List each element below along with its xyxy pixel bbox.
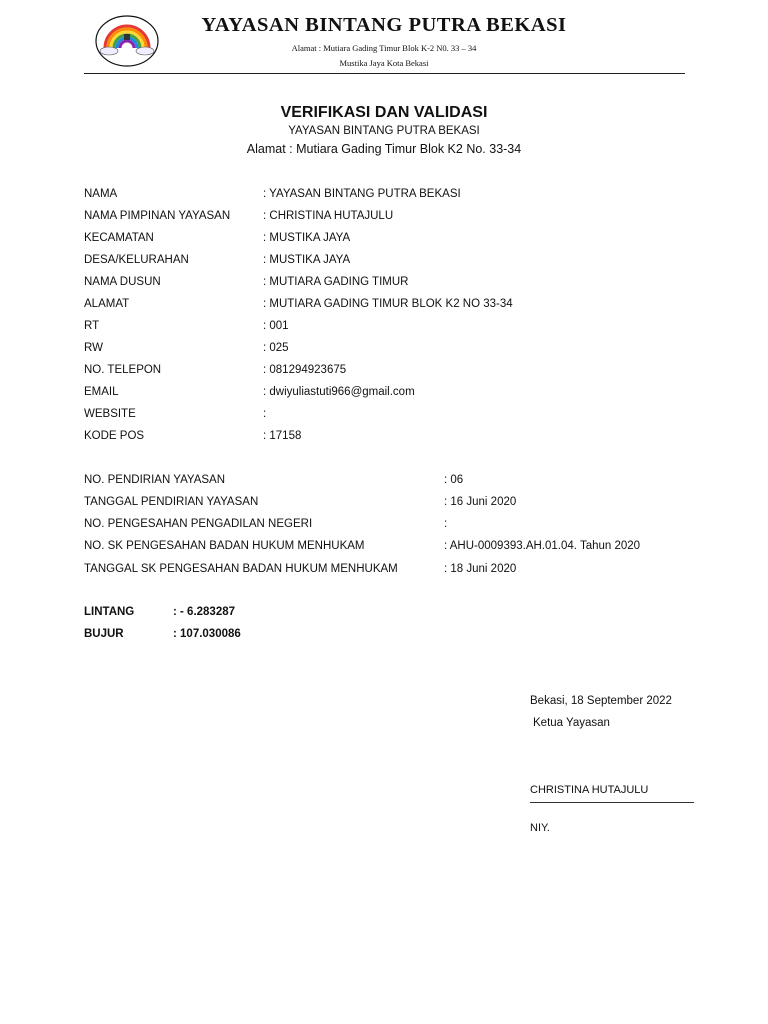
profile-value: : YAYASAN BINTANG PUTRA BEKASI [263, 188, 461, 200]
longitude-label: BUJUR [84, 628, 124, 640]
profile-value: : MUTIARA GADING TIMUR BLOK K2 NO 33-34 [263, 298, 513, 310]
profile-value: : 025 [263, 342, 289, 354]
profile-label: RT [84, 320, 100, 332]
signer-name: CHRISTINA HUTAJULU [530, 784, 649, 796]
profile-value: : MUTIARA GADING TIMUR [263, 276, 409, 288]
profile-label: RW [84, 342, 103, 354]
profile-label: NO. TELEPON [84, 364, 162, 376]
latitude-value: : - 6.283287 [173, 606, 236, 618]
legal-label: NO. SK PENGESAHAN BADAN HUKUM MENHUKAM [84, 540, 365, 552]
legal-value: : [444, 518, 448, 530]
profile-label: NAMA DUSUN [84, 276, 161, 288]
document-title: VERIFIKASI DAN VALIDASI [280, 104, 488, 121]
profile-value: : 001 [263, 320, 289, 332]
profile-value: : 081294923675 [263, 364, 347, 376]
profile-label: KODE POS [84, 430, 145, 442]
signer-role: Ketua Yayasan [533, 717, 610, 729]
rainbow-logo [94, 14, 160, 68]
header-divider [84, 73, 685, 74]
profile-label: ALAMAT [84, 298, 130, 310]
org-name: YAYASAN BINTANG PUTRA BEKASI [201, 14, 567, 36]
signer-niy: NIY. [530, 822, 550, 834]
latitude-label: LINTANG [84, 606, 135, 618]
legal-label: NO. PENDIRIAN YAYASAN [84, 474, 226, 486]
place-date: Bekasi, 18 September 2022 [530, 695, 672, 707]
profile-value: : MUSTIKA JAYA [263, 232, 351, 244]
document-subtitle: YAYASAN BINTANG PUTRA BEKASI [288, 125, 480, 137]
org-address-line1: Alamat : Mutiara Gading Timur Blok K-2 N0. 33 – 34 [291, 43, 477, 53]
legal-label: NO. PENGESAHAN PENGADILAN NEGERI [84, 518, 313, 530]
profile-label: KECAMATAN [84, 232, 154, 244]
legal-value: : 16 Juni 2020 [444, 496, 517, 508]
document-address: Alamat : Mutiara Gading Timur Blok K2 No. 33-34 [246, 142, 522, 156]
profile-label: DESA/KELURAHAN [84, 254, 189, 266]
legal-value: : 06 [444, 474, 464, 486]
legal-value: : AHU-0009393.AH.01.04. Tahun 2020 [444, 540, 641, 552]
profile-label: NAMA [84, 188, 118, 200]
profile-value: : CHRISTINA HUTAJULU [263, 210, 394, 222]
profile-value: : MUSTIKA JAYA [263, 254, 351, 266]
email-value: : dwiyuliastuti966@gmail.com [263, 386, 415, 398]
profile-value: : [263, 408, 267, 420]
longitude-value: : 107.030086 [173, 628, 241, 640]
profile-label: EMAIL [84, 386, 119, 398]
legal-label: TANGGAL PENDIRIAN YAYASAN [84, 496, 259, 508]
profile-label: WEBSITE [84, 408, 136, 420]
org-address-line2: Mustika Jaya Kota Bekasi [339, 58, 429, 68]
legal-value: : 18 Juni 2020 [444, 563, 517, 575]
signature-line [530, 802, 694, 803]
profile-value: : 17158 [263, 430, 302, 442]
profile-label: NAMA PIMPINAN YAYASAN [84, 210, 231, 222]
legal-label: TANGGAL SK PENGESAHAN BADAN HUKUM MENHUKAM [84, 563, 398, 575]
